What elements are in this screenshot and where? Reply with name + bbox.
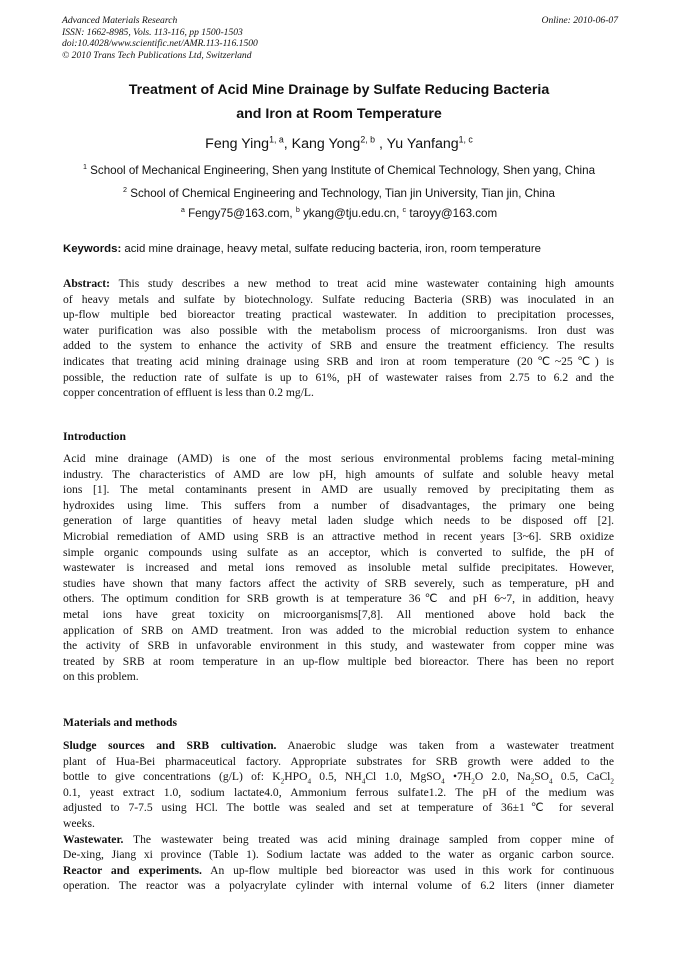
intro-line: the activity of SRB in unfavorable environment in this study, and wastewater from copper mine was [63,639,614,653]
copyright-line: © 2010 Trans Tech Publications Ltd, Switzerland [62,49,252,61]
email-text: Fengy75@163.com, [184,207,296,220]
sludge-subheading: Sludge sources and SRB cultivation. [63,739,277,752]
intro-line: ions [1]. The metal contaminants present in AMD are usually removed by precipitating them as [63,483,614,497]
author-name: Yu Yanfang [386,136,459,152]
abstract-line: copper concentration of effluent is less than 0.2 mg/L. [63,386,314,400]
affiliation-1 [0,164,678,177]
email-text: ykang@tju.edu.cn, [299,207,403,220]
intro-line: studies have shown that many factors affect the activity of SRB severely, such as temperature, pH and [63,576,614,590]
keywords [63,243,623,255]
intro-line: Microbial remediation of AMD using SRB is an attractive method in recent years [3~6]. SRB oxidize [63,529,614,543]
intro-line: application of SRB on AMD treatment. Iron was added to the microbial reduction system to enhance [63,623,614,637]
methods-line: operation. The reactor was a polyacrylate cylinder with internal volume of 6.2 liters (inner diameter [63,879,614,893]
affiliation-2 [0,187,678,200]
methods-line: weeks. [63,816,95,830]
email-sup: a [180,205,185,215]
methods-line: bottle to give concentrations (g/L) of: $K_2HPO_4$ 0.5, $NH_4Cl$ 1.0, MgSO$_4$ $•7H_2O$ 2.0, $Na_2SO_4$ 0.5, CaCl$_2$ [63,770,614,786]
abstract-line: of heavy metals and sulfate by biotechnology. Sulfate reducing Bacteria (SRB) was inoculated in an [63,292,614,306]
intro-line: others. The optimum condition for SRB growth is at temperature 36℃ and pH 6~7, in addition, heavy [63,592,614,606]
intro-line: simple organic compounds using sulfate as an acceptor, which is converted to sulfide, the pH of [63,545,614,559]
email-sup: c [402,205,407,215]
intro-line: on this problem. [63,670,139,684]
journal-name: Advanced Materials Research [62,15,178,26]
author-name: Kang Yong [291,136,361,152]
abstract-line: added to the system to enhance the activity of SRB and ensure the treatment efficiency. The results [63,339,614,353]
abstract-line: possible, the reduction rate of sulfate is up to 61%, pH of wastewater raises from 2.75 to 6.2 and the [63,370,614,384]
abstract-line: water purification was also possible with the metabolism process of microorganisms. Iron dust was [63,323,614,337]
keywords-label: Keywords: [63,243,122,255]
section-heading-introduction: Introduction [63,430,126,443]
abstract-line: indicates that treating acid mining drainage using SRB and iron at room temperature (20℃~25℃) is [63,354,614,368]
section-heading-materials-methods: Materials and methods [63,716,178,729]
journal-header [62,15,618,61]
intro-line: industry. The characteristics of AMD are low pH, high amounts of sulfate and soluble heavy metal [63,467,614,481]
reactor-subheading: Reactor and experiments. [63,863,202,877]
issn-line: ISSN: 1662-8985, Vols. 113-116, pp 1500-1503 [62,26,243,38]
intro-line: generation of large quantities of heavy metal laden sludge which needs to be disposed off [2]. [63,514,614,528]
methods-line: plant of Hua-Bei pharmaceutical factory. Appropriate substrates for SRB growth were added to the [63,754,614,768]
author-sup: 1, a [269,134,284,145]
affiliation-sup: 2 [123,185,128,195]
author-sup: 1, c [458,134,473,145]
intro-line: treated by SRB at room temperature in an up-flow multiple bed bioreactor. There has been no report [63,654,614,668]
intro-line: wastewater is increased and metal ions removed as insoluble metal sulfide precipitates. However, [63,561,614,575]
keywords-text: acid mine drainage, heavy metal, sulfate reducing bacteria, iron, room temperature [121,243,542,255]
methods-paragraphs [63,738,614,894]
author-list [0,136,678,152]
author-name: Feng Ying [205,136,270,152]
doi-line: doi:10.4028/www.scientific.net/AMR.113-116.1500 [62,38,258,50]
intro-line: Acid mine drainage (AMD) is one of the most serious environmental problems facing metal-mining [63,452,614,465]
abstract [63,276,614,401]
methods-line: adjusted to 7-7.5 using HCl. The bottle was sealed and set at temperature of 36±1℃ for several [63,801,614,815]
methods-line: Sludge sources and SRB cultivation. Anaerobic sludge was taken from a wastewater treatment [63,739,615,752]
abstract-line: up-flow multiple bed bioreactor treating practical wastewater. In addition to precipitation processes, [63,308,614,322]
methods-line: Reactor and experiments. An up-flow multiple bed bioreactor was used in this work for continuous [63,863,614,877]
methods-line: De-xing, Jiang xi province (Table 1). Sodium lactate was added to the water as organic carbon source. [63,848,614,862]
paper-title-line-1: Treatment of Acid Mine Drainage by Sulfate Reducing Bacteria [128,82,550,98]
abstract-label: Abstract: [63,277,111,290]
email-sup: b [295,205,300,215]
wastewater-subheading: Wastewater. [63,832,124,846]
methods-line: Wastewater. The wastewater being treated was acid mining drainage sampled from copper mine of [63,832,614,846]
email-text: taroyy@163.com [406,207,498,220]
email-line [0,207,678,220]
intro-line: metal ions have great toxicity on microorganisms[7,8]. All mentioned above hold back the [63,607,614,621]
affiliation-text: School of Chemical Engineering and Technology, Tian jin University, Tian jin, China [127,187,555,200]
paper-title-line-2: and Iron at Room Temperature [236,106,442,122]
affiliation-sup: 1 [82,162,87,172]
introduction-paragraph [63,451,614,685]
author-separator: , [375,136,387,152]
abstract-line: Abstract: This study describes a new method to treat acid mine wastewater containing high amounts [63,277,614,290]
methods-line: 0.1, yeast extract 1.0, sodium lactate4.0, Ammonium ferrous sulfate1.2. The pH of the medium was [63,785,614,799]
author-separator: , [283,136,292,152]
online-date: Online: 2010-06-07 [541,15,618,26]
affiliation-text: School of Mechanical Engineering, Shen yang Institute of Chemical Technology, Shen yang, China [86,164,596,177]
intro-line: hydroxides using lime. This suffers from a number of disadvantages, the primary one being [63,498,614,512]
author-sup: 2, b [360,134,375,145]
